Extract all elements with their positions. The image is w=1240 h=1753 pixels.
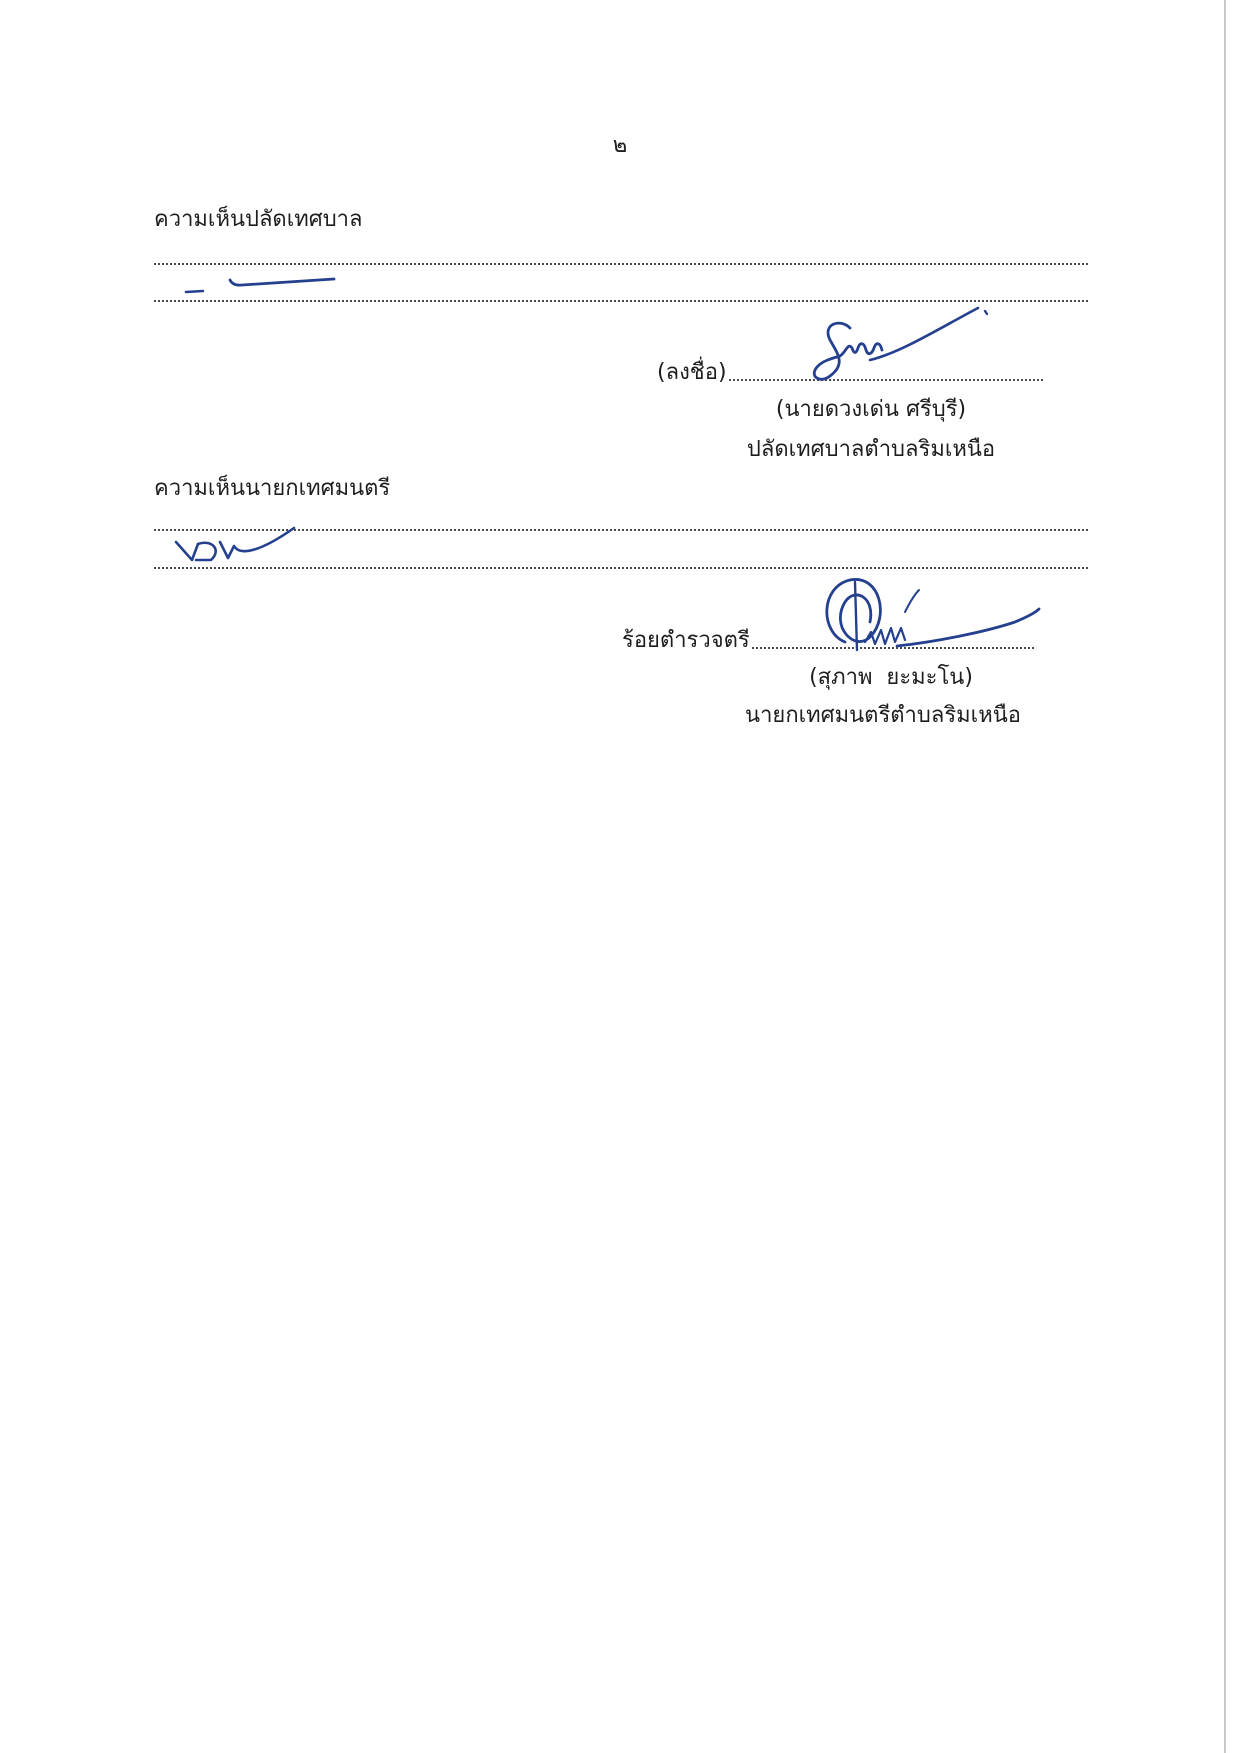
sign-label: (ลงชื่อ) [657, 360, 727, 385]
mayor-handwritten-signature [815, 572, 1045, 666]
rank-label: ร้อยตำรวจตรี [622, 628, 750, 653]
clerk-name: (นายดวงเด่น ศรีบุรี) [775, 397, 967, 422]
page-number: ๒ [612, 133, 628, 158]
mayor-opinion-heading: ความเห็นนายกเทศมนตรี [154, 476, 391, 501]
clerk-title: ปลัดเทศบาลตำบลริมเหนือ [746, 437, 996, 462]
clerk-opinion-dotted-line-1 [154, 263, 1088, 265]
clerk-opinion-heading: ความเห็นปลัดเทศบาล [154, 207, 363, 232]
mayor-opinion-handwritten-mark [170, 522, 300, 568]
mayor-name: (สุภาพ ยะมะโน) [809, 665, 973, 690]
mayor-title: นายกเทศมนตรีตำบลริมเหนือ [745, 703, 1021, 728]
clerk-opinion-handwritten-mark [180, 274, 340, 298]
scan-edge-line [1224, 0, 1226, 1753]
clerk-handwritten-signature [800, 298, 995, 388]
